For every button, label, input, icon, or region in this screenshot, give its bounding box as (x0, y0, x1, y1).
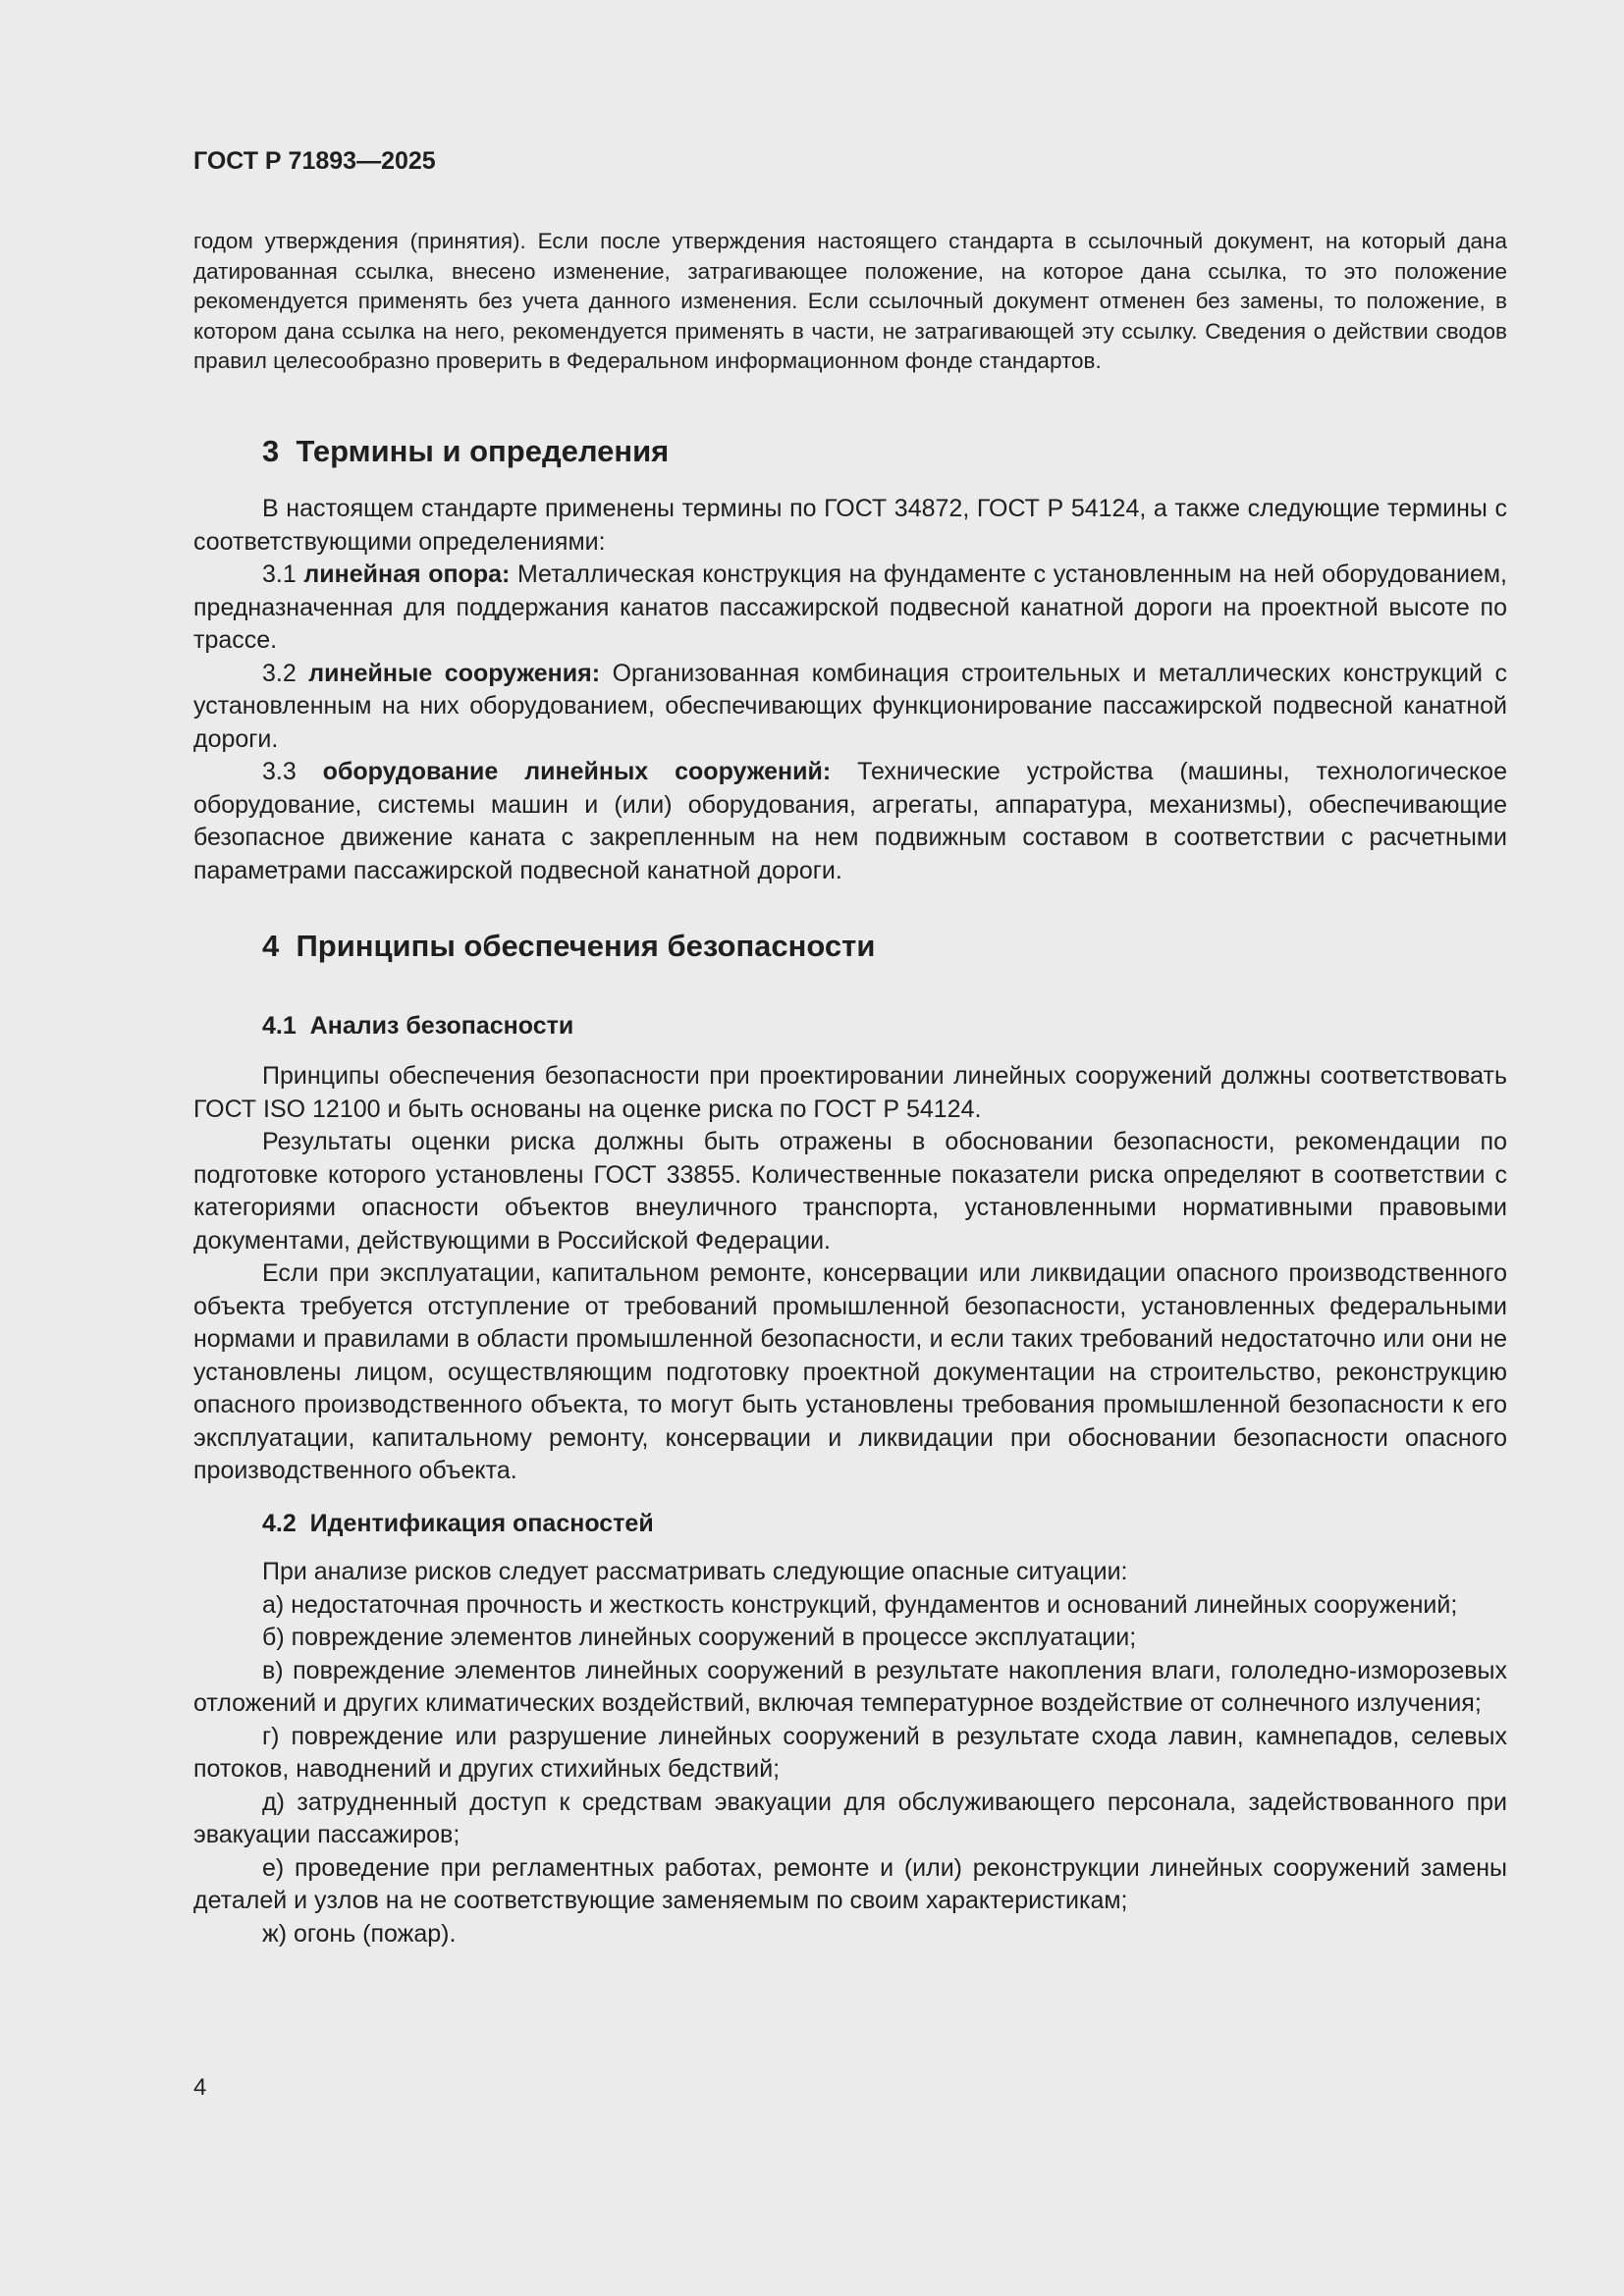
list-marker: б) (262, 1624, 285, 1651)
subsection-4-2-body (193, 1556, 1507, 1950)
list-item (193, 1655, 1507, 1721)
list-item (193, 1589, 1507, 1623)
list-marker: д) (262, 1788, 285, 1816)
term-name: оборудование линейных сооружений: (322, 758, 832, 785)
list-item (193, 1622, 1507, 1655)
list-text: повреждение элементов линейных сооружений в результате накопления влаги, гололедно-изморозевых отложений и других климатических воздействий, включая температурное воздействие от солнечного излучения; (193, 1656, 1508, 1717)
intro-paragraph: годом утверждения (принятия). Если после утверждения настоящего стандарта в ссылочный документ, на который дана датированная ссылка, внесено изменение, затрагивающее положение, на которое дана ссылка, то это положение рекомендуется применять без учета данного изменения. Если ссылочный документ отменен без замены, то положение, в котором дана ссылка на него, рекомендуется применять в части, не затрагивающей эту ссылку. Сведения о действии сводов правил целесообразно проверить в Федеральном информационном фонде стандартов. (193, 229, 1507, 373)
subsection-title: Идентификация опасностей (309, 1510, 654, 1537)
subsection-number: 4.2 (262, 1510, 297, 1537)
subsection-4-2 (193, 1508, 1507, 1540)
section-4-title: Принципы обеспечения безопасности (296, 929, 876, 963)
subsection-4-1 (193, 1010, 1507, 1042)
section-3 (193, 432, 1507, 471)
term-number: 3.1 (262, 561, 297, 588)
subsection-4-2-heading (193, 1508, 1507, 1540)
paragraph: Результаты оценки риска должны быть отражены в обосновании безопасности, рекомендации по подготовке которого установлены ГОСТ 33855. Количественные показатели риска определяют в соответствии с категориями опасности объектов внеуличного транспорта, установленными нормативными правовыми документами, действующими в Российской Федерации. (193, 1128, 1507, 1255)
term-definition: Организованная комбинация строительных и металлических конструкций с установленным на них оборудованием, обеспечивающих функционирование пассажирской подвесной канатной дороги. (193, 659, 1508, 753)
list-marker: г) (262, 1722, 280, 1750)
subsection-number: 4.1 (262, 1012, 297, 1040)
section-4 (193, 927, 1507, 966)
section-4-heading (193, 927, 1507, 966)
list-item (193, 1918, 1507, 1951)
list-text: недостаточная прочность и жесткость конструкций, фундаментов и оснований линейных сооружений; (291, 1590, 1458, 1619)
term-definition: Металлическая конструкция на фундаменте с установленным на ней оборудованием, предназначенная для поддержания канатов пассажирской подвесной канатной дороги на проектной высоте по трассе. (193, 561, 1508, 654)
term-number: 3.2 (262, 659, 297, 687)
section-3-body (193, 493, 1507, 887)
term-name: линейные сооружения: (308, 659, 601, 687)
intro-block (193, 227, 1507, 377)
list-text: затрудненный доступ к средствам эвакуации для обслуживающего персонала, задействованного при эвакуации пассажиров; (193, 1788, 1507, 1848)
section-3-intro: В настоящем стандарте применены термины по ГОСТ 34872, ГОСТ Р 54124, а также следующие термины с соответствующими определениями: (193, 495, 1507, 556)
list-marker: ж) (262, 1919, 288, 1948)
list-text: повреждение элементов линейных сооружений в процессе эксплуатации; (291, 1624, 1137, 1651)
document-header: ГОСТ Р 71893—2025 (193, 147, 436, 175)
list-marker: е) (262, 1853, 285, 1882)
subsection-4-1-heading (193, 1010, 1507, 1042)
term-3-2 (193, 658, 1507, 757)
paragraph: Если при эксплуатации, капитальном ремонте, консервации или ликвидации опасного производственного объекта требуется отступление от требований промышленной безопасности, установленных федеральными нормами и правилами в области промышленной безопасности, и если таких требований недостаточно или они не установлены лицом, осуществляющим подготовку проектной документации на строительство, реконструкцию опасного производственного объекта, то могут быть установлены требования промышленной безопасности к его эксплуатации, капитальному ремонту, консервации и ликвидации при обосновании безопасности опасного производственного объекта. (193, 1259, 1507, 1484)
term-3-1 (193, 559, 1507, 658)
hazard-list-intro: При анализе рисков следует рассматривать следующие опасные ситуации: (262, 1558, 1128, 1585)
paragraph: Принципы обеспечения безопасности при проектировании линейных сооружений должны соответствовать ГОСТ ISO 12100 и быть основаны на оценке риска по ГОСТ Р 54124. (193, 1062, 1507, 1123)
subsection-4-1-body (193, 1060, 1507, 1488)
page-number: 4 (193, 2074, 207, 2101)
section-3-heading (193, 432, 1507, 471)
list-text: проведение при регламентных работах, ремонте и (или) реконструкции линейных сооружений замены деталей и узлов на не соответствующие заменяемым по своим характеристикам; (193, 1853, 1507, 1914)
term-number: 3.3 (262, 758, 297, 785)
list-item (193, 1852, 1507, 1918)
list-text: повреждение или разрушение линейных сооружений в результате схода лавин, камнепадов, селевых потоков, наводнений и других стихийных бедствий; (193, 1722, 1508, 1783)
subsection-title: Анализ безопасности (309, 1012, 574, 1040)
list-item (193, 1787, 1507, 1852)
term-definition: Технические устройства (машины, технологическое оборудование, системы машин и (или) оборудования, агрегаты, аппаратура, механизмы), обеспечивающие безопасное движение каната с закрепленным на нем подвижным составом в соответствии с расчетными параметрами пассажирской подвесной канатной дороги. (193, 758, 1507, 884)
list-marker: а) (262, 1590, 285, 1619)
term-3-3 (193, 756, 1507, 887)
section-3-number: 3 (262, 434, 280, 468)
section-3-title: Термины и определения (296, 434, 670, 468)
section-4-number: 4 (262, 929, 280, 963)
term-name: линейная опора: (303, 561, 511, 588)
list-item (193, 1721, 1507, 1787)
list-text: огонь (пожар). (294, 1919, 457, 1948)
list-marker: в) (262, 1656, 284, 1684)
